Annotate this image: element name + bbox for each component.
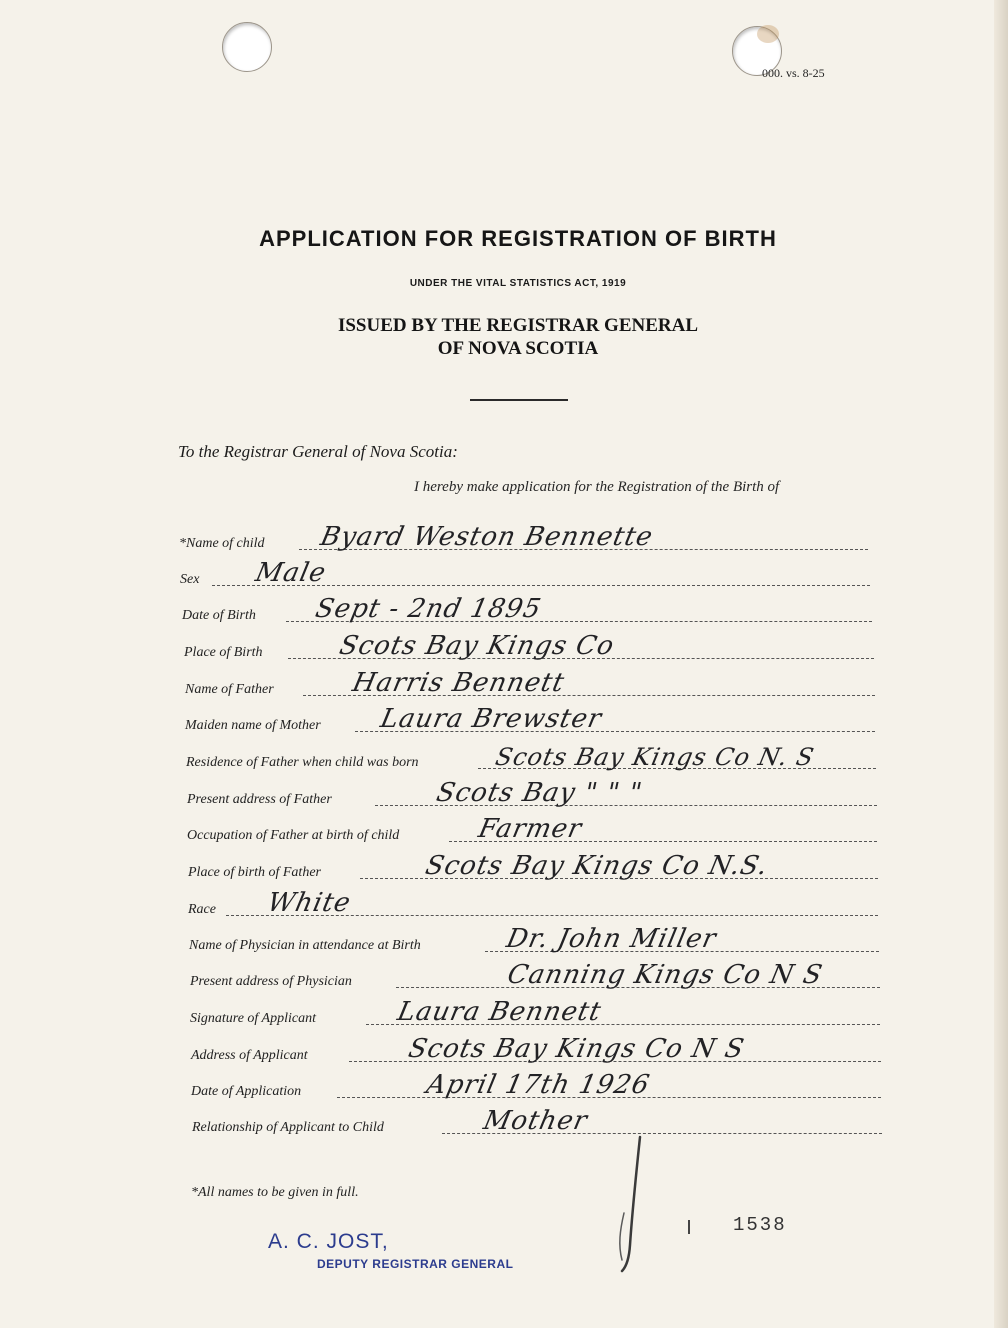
field-label: Present address of Father	[187, 792, 332, 807]
field-label: Signature of Applicant	[190, 1011, 316, 1026]
field-value-handwritten: Scots Bay Kings Co N. S	[493, 743, 818, 771]
field-residence-of-father	[186, 743, 876, 773]
field-date-of-application	[191, 1072, 881, 1102]
field-address-of-applicant	[191, 1036, 881, 1066]
footnote: *All names to be given in full.	[191, 1185, 359, 1200]
field-label: Relationship of Applicant to Child	[192, 1120, 384, 1135]
field-value-handwritten: Mother	[480, 1106, 591, 1136]
field-label: Race	[188, 902, 216, 917]
field-label: Name of Physician in attendance at Birth	[189, 938, 421, 953]
field-value-handwritten: Canning Kings Co N S	[504, 960, 826, 990]
field-value-handwritten: Laura Brewster	[377, 704, 605, 734]
field-value-handwritten: Scots Bay Kings Co	[336, 631, 618, 661]
field-value-handwritten: White	[264, 888, 354, 918]
tick-mark	[688, 1220, 690, 1234]
issuer-block	[0, 314, 1008, 360]
document-title: APPLICATION FOR REGISTRATION OF BIRTH	[259, 226, 777, 251]
form-code: 000. vs. 8-25	[762, 66, 825, 80]
field-label: Name of Father	[185, 682, 274, 697]
field-value-handwritten: Dr. John Miller	[503, 924, 720, 954]
act-subtitle: UNDER THE VITAL STATISTICS ACT, 1919	[409, 278, 627, 289]
field-label: Date of Application	[191, 1084, 302, 1099]
field-value-handwritten: Scots Bay " " "	[433, 778, 646, 808]
field-label: Place of Birth	[184, 645, 263, 660]
field-value-handwritten: Harris Bennett	[349, 668, 568, 698]
punch-hole-left	[222, 22, 272, 72]
field-value-handwritten: Scots Bay Kings Co N.S.	[422, 851, 771, 881]
field-label: Present address of Physician	[190, 974, 352, 989]
issuer-line-2: OF NOVA SCOTIA	[437, 338, 599, 359]
stamp-title: DEPUTY REGISTRAR GENERAL	[317, 1257, 514, 1271]
title-divider	[470, 399, 568, 401]
field-name-of-physician	[189, 926, 879, 956]
field-label: Residence of Father when child was born	[186, 755, 419, 770]
field-label: Address of Applicant	[191, 1048, 308, 1063]
intro-text: I hereby make application for the Registration of the Birth of	[414, 479, 780, 495]
field-signature-of-applicant	[190, 999, 880, 1029]
field-value-handwritten: April 17th 1926	[423, 1070, 653, 1100]
field-value-handwritten: Laura Bennett	[394, 997, 605, 1027]
field-place-of-birth	[184, 633, 874, 663]
field-present-address-of-physician	[190, 962, 880, 992]
field-value-handwritten: Scots Bay Kings Co N S	[405, 1034, 748, 1064]
field-occupation-of-father	[187, 816, 877, 846]
field-value-handwritten: Male	[252, 558, 330, 588]
field-maiden-name-of-mother	[185, 706, 875, 736]
field-value-handwritten: Sept - 2nd 1895	[312, 594, 545, 624]
field-value-handwritten: Byard Weston Bennette	[317, 522, 656, 552]
field-label: *Name of child	[179, 536, 265, 551]
field-race	[188, 890, 878, 920]
field-date-of-birth	[182, 596, 872, 626]
field-name-of-father	[185, 670, 875, 700]
field-sex	[180, 560, 870, 590]
field-label: Place of birth of Father	[188, 865, 321, 880]
salutation: To the Registrar General of Nova Scotia:	[178, 442, 458, 461]
pen-stroke-mark	[610, 1135, 670, 1275]
field-label: Maiden name of Mother	[185, 718, 321, 733]
field-place-of-birth-of-father	[188, 853, 878, 883]
field-present-address-of-father	[187, 780, 877, 810]
field-label: Occupation of Father at birth of child	[187, 828, 400, 843]
field-relationship-of-applicant	[192, 1108, 882, 1138]
field-label: Date of Birth	[182, 608, 256, 623]
field-value-handwritten: Farmer	[475, 814, 585, 844]
issuer-line-1: ISSUED BY THE REGISTRAR GENERAL	[337, 315, 699, 336]
field-label: Sex	[180, 572, 200, 587]
stamp-name: A. C. JOST,	[268, 1230, 389, 1253]
serial-number: 1538	[733, 1214, 787, 1236]
field-name-of-child	[179, 524, 868, 554]
